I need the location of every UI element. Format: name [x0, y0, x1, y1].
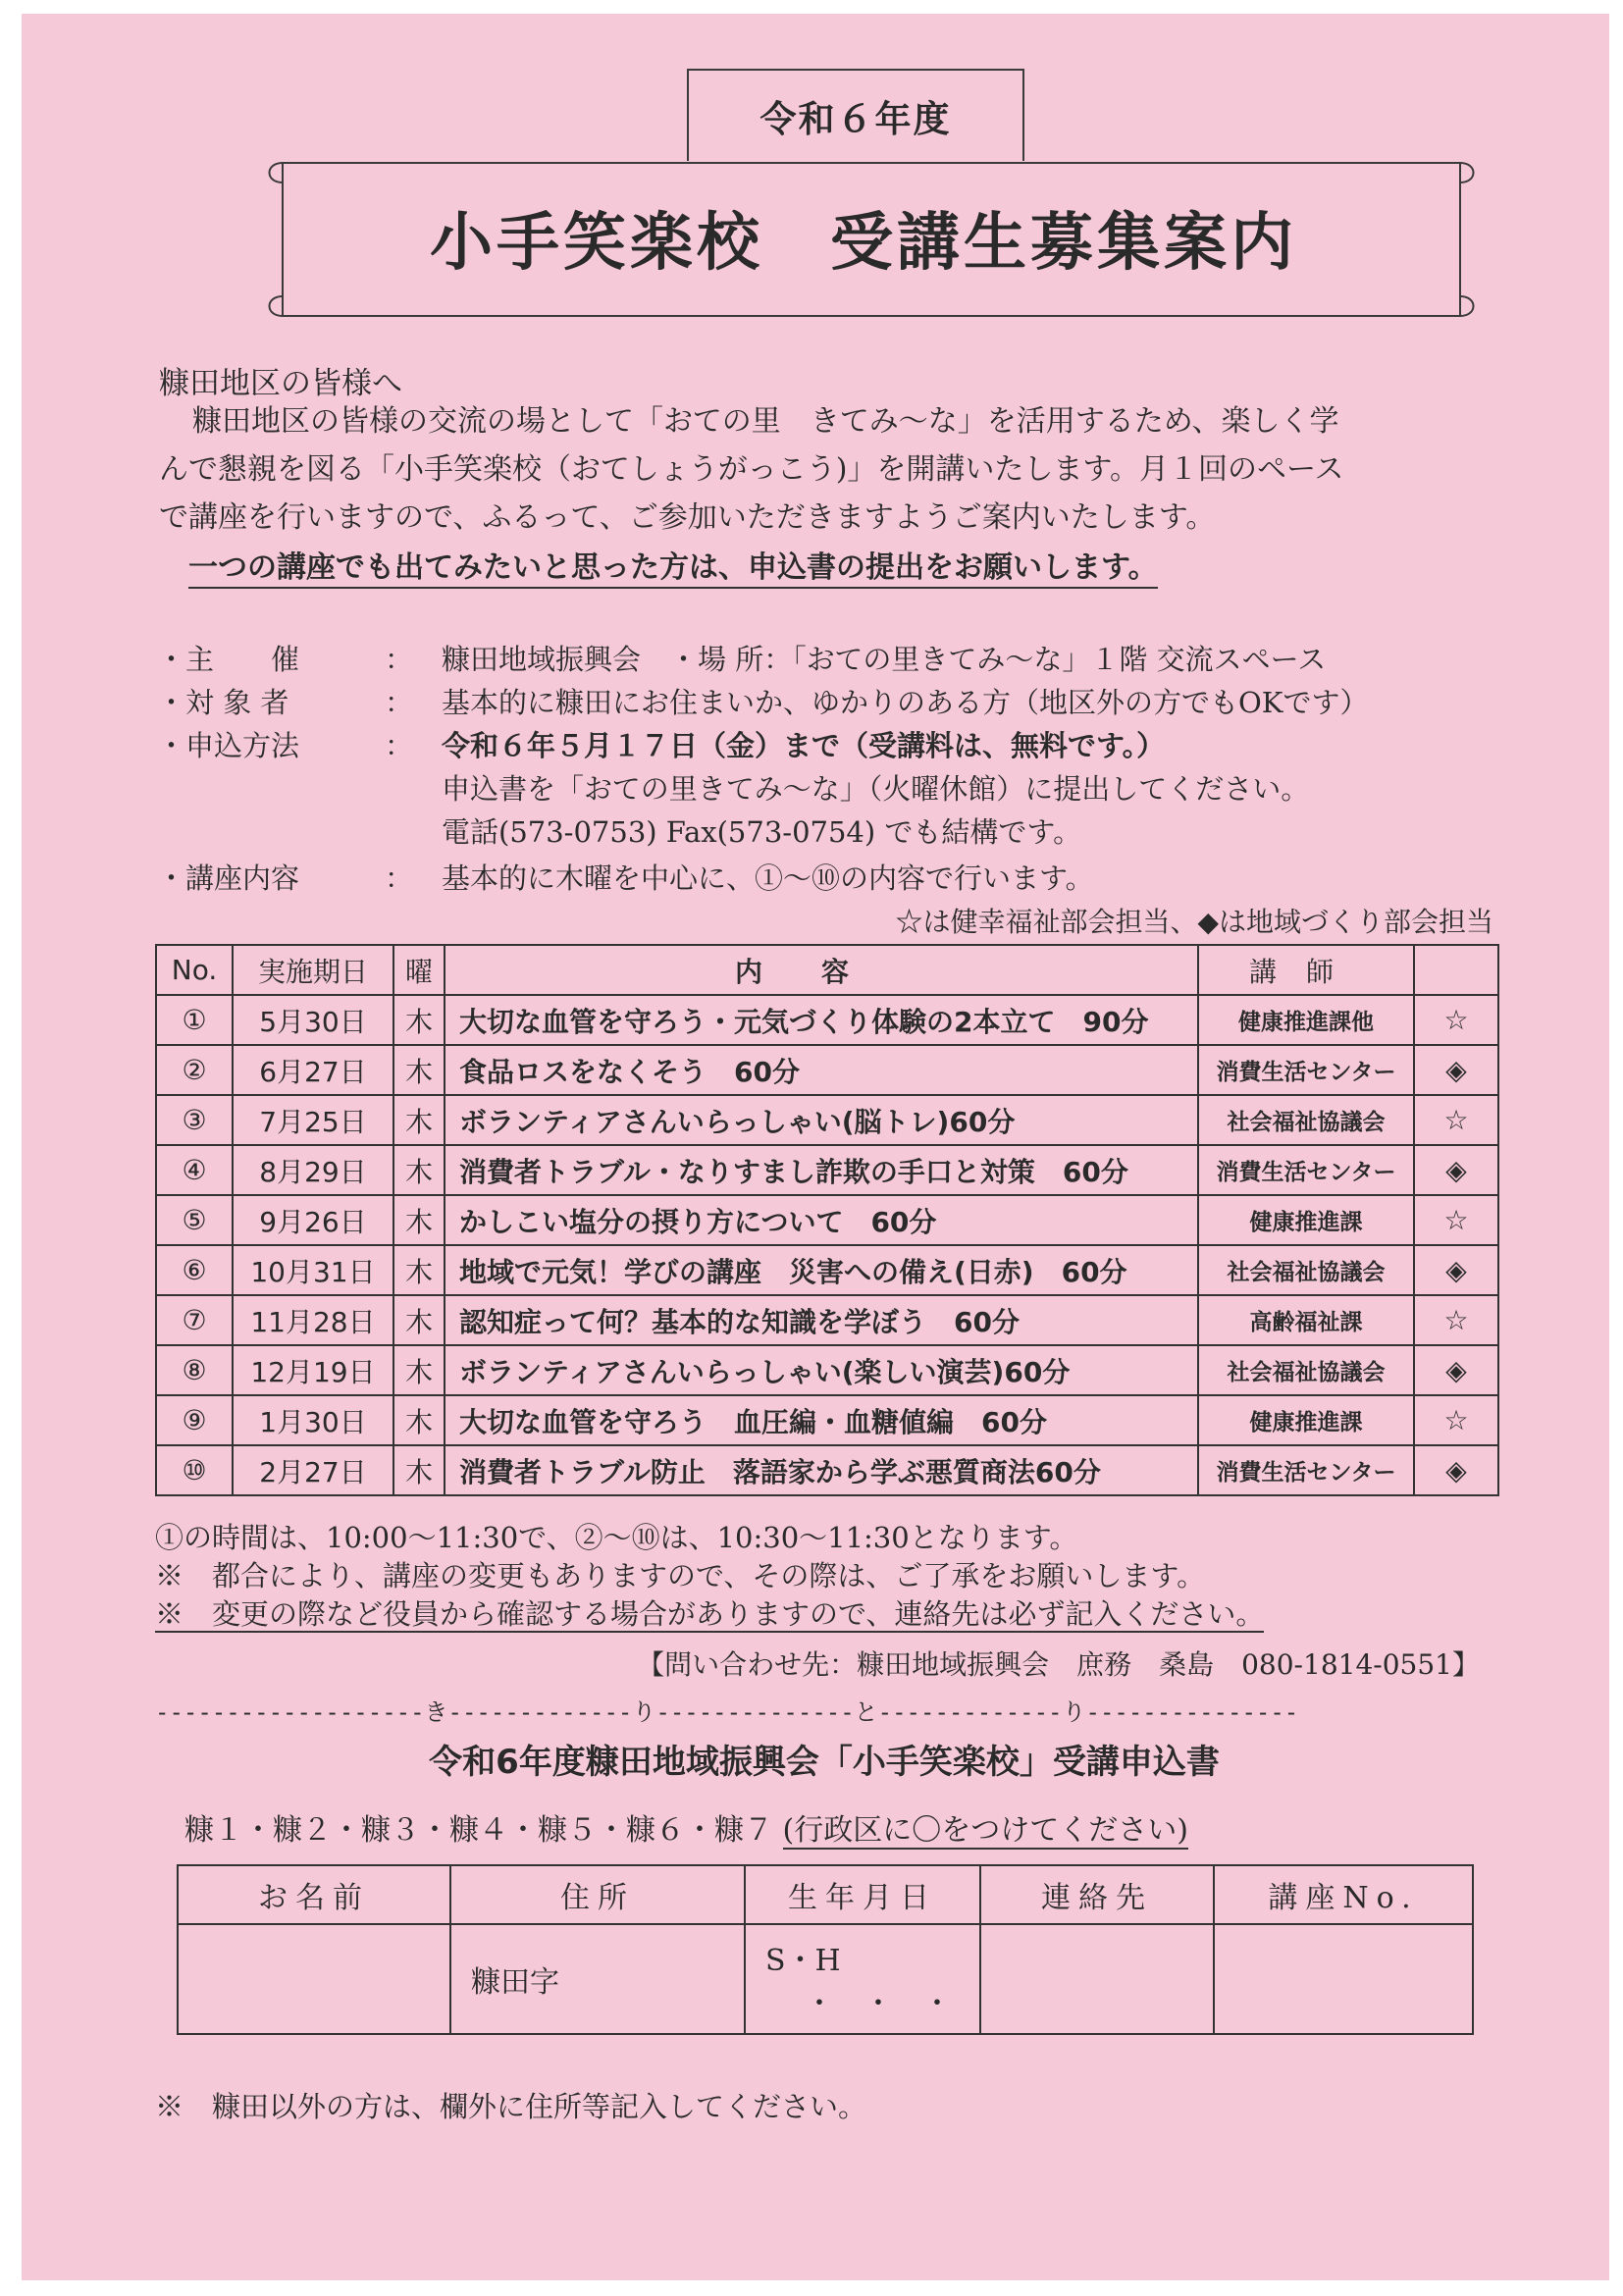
row-content: かしこい塩分の摂り方について 60分: [445, 1195, 1198, 1245]
confirm-note: ※ 変更の際など役員から確認する場合がありますので、連絡先は必ず記入ください。: [155, 1597, 1265, 1631]
row-date: 11月28日: [233, 1295, 393, 1345]
phone-header: 連絡先: [980, 1865, 1214, 1924]
table-row: [156, 1195, 1498, 1245]
table-row: [156, 1395, 1498, 1445]
row-no: ⑥: [156, 1245, 233, 1295]
info-label: ・対 象 者: [157, 686, 289, 719]
row-mark: ☆: [1414, 1095, 1498, 1145]
info-value: 基本的に木曜を中心に、①～⑩の内容で行います。: [442, 861, 1094, 895]
row-mark: ◈: [1414, 1345, 1498, 1395]
row-content: 消費者トラブル・なりすまし詐欺の手口と対策 60分: [445, 1145, 1198, 1195]
row-date: 1月30日: [233, 1395, 393, 1445]
row-day: 木: [393, 1395, 445, 1445]
row-lecturer: 健康推進課他: [1198, 995, 1414, 1045]
row-content: 食品ロスをなくそう 60分: [445, 1045, 1198, 1095]
info-label: ・講座内容: [157, 861, 300, 895]
col-header-date: 実施期日: [233, 945, 393, 995]
row-no: ④: [156, 1145, 233, 1195]
row-date: 12月19日: [233, 1345, 393, 1395]
table-header-row: [156, 945, 1498, 995]
course-no-header: 講座No.: [1214, 1865, 1473, 1924]
fiscal-year-label: 令和６年度: [687, 69, 1024, 161]
page-title: 小手笑楽校 受講生募集案内: [430, 207, 1297, 280]
table-row: [156, 1095, 1498, 1145]
row-day: 木: [393, 1245, 445, 1295]
table-row: [156, 1295, 1498, 1345]
row-day: 木: [393, 1095, 445, 1145]
col-header-no: No.: [156, 945, 233, 995]
row-mark: ◈: [1414, 1445, 1498, 1495]
intro-paragraph: [159, 397, 1493, 542]
row-day: 木: [393, 1195, 445, 1245]
name-field[interactable]: [178, 1924, 450, 2034]
info-method: [157, 724, 1165, 764]
row-no: ⑩: [156, 1445, 233, 1495]
notes: [155, 1519, 1264, 1634]
info-colon: ：: [385, 686, 414, 719]
row-lecturer: 健康推進課: [1198, 1195, 1414, 1245]
row-no: ⑧: [156, 1345, 233, 1395]
district-list[interactable]: 糠１・糠２・糠３・糠４・糠５・糠６・糠７: [184, 1813, 773, 1848]
row-date: 10月31日: [233, 1245, 393, 1295]
table-row: [156, 1245, 1498, 1295]
course-table: [155, 944, 1499, 1496]
row-lecturer: 健康推進課: [1198, 1395, 1414, 1445]
row-content: ボランティアさんいらっしゃい(脳トレ)60分: [445, 1095, 1198, 1145]
time-note: ①の時間は、10:00～11:30で、②～⑩は、10:30～11:30となります。: [155, 1521, 1078, 1554]
row-no: ②: [156, 1045, 233, 1095]
form-input-row: [178, 1924, 1473, 2034]
row-day: 木: [393, 1145, 445, 1195]
col-header-lecturer: 講師: [1198, 945, 1414, 995]
intro-line: んで懇親を図る「小手笑楽校（おてしょうがっこう)」を開講いたします。月１回のペース: [159, 452, 1344, 487]
row-content: 大切な血管を守ろう 血圧編・血糖値編 60分: [445, 1395, 1198, 1445]
row-no: ⑤: [156, 1195, 233, 1245]
row-no: ③: [156, 1095, 233, 1145]
address-field[interactable]: [450, 1924, 745, 2034]
info-value: 基本的に糠田にお住まいか、ゆかりのある方（地区外の方でもOKです）: [442, 686, 1369, 719]
birth-era: S・H: [765, 1944, 841, 1978]
emphasis-note: 一つの講座でも出てみたいと思った方は、申込書の提出をお願いします。: [188, 543, 1158, 589]
row-content: ボランティアさんいらっしゃい(楽しい演芸)60分: [445, 1345, 1198, 1395]
info-label: ・主 催: [157, 643, 300, 676]
row-day: 木: [393, 1345, 445, 1395]
row-mark: ☆: [1414, 1295, 1498, 1345]
row-lecturer: 消費生活センター: [1198, 1045, 1414, 1095]
address-prefix: 糠田字: [471, 1965, 559, 2000]
birth-field[interactable]: [745, 1924, 980, 2034]
table-row: [156, 1345, 1498, 1395]
row-mark: ☆: [1414, 1395, 1498, 1445]
address-header: 住所: [450, 1865, 745, 1924]
row-day: 木: [393, 1445, 445, 1495]
row-day: 木: [393, 995, 445, 1045]
birth-dots: ・ ・ ・: [805, 1987, 952, 2021]
phone-field[interactable]: [980, 1924, 1214, 2034]
info-method-line: 申込書を「おての里きてみ～な」（火曜休館）に提出してください。: [442, 772, 1310, 806]
contact-info: 【問い合わせ先：糠田地域振興会 庶務 桑島 080-1814-0551】: [637, 1648, 1480, 1681]
row-lecturer: 高齢福祉課: [1198, 1295, 1414, 1345]
row-date: 9月26日: [233, 1195, 393, 1245]
info-colon: ：: [385, 861, 414, 895]
row-date: 2月27日: [233, 1445, 393, 1495]
row-date: 6月27日: [233, 1045, 393, 1095]
info-organizer: [157, 638, 1326, 678]
row-no: ①: [156, 995, 233, 1045]
row-no: ⑨: [156, 1395, 233, 1445]
row-content: 認知症って何？基本的な知識を学ぼう 60分: [445, 1295, 1198, 1345]
row-content: 地域で元気！学びの講座 災害への備え(日赤) 60分: [445, 1245, 1198, 1295]
name-header: お名前: [178, 1865, 450, 1924]
district-options: [184, 1805, 1188, 1849]
mark-legend: ☆は健幸福祉部会担当、◆は地域づくり部会担当: [895, 906, 1493, 938]
form-footnote: ※ 糠田以外の方は、欄外に住所等記入してください。: [155, 2090, 867, 2123]
cut-line: -------------------き-------------り--------------と-------------り---------------: [155, 1698, 1299, 1726]
table-row: [156, 1145, 1498, 1195]
row-mark: ◈: [1414, 1045, 1498, 1095]
col-header-day: 曜: [393, 945, 445, 995]
row-mark: ◈: [1414, 1145, 1498, 1195]
row-mark: ☆: [1414, 995, 1498, 1045]
row-content: 大切な血管を守ろう・元気づくり体験の2本立て 90分: [445, 995, 1198, 1045]
row-lecturer: 社会福祉協議会: [1198, 1345, 1414, 1395]
form-title: 令和6年度糠田地域振興会「小手笑楽校」受講申込書: [429, 1743, 1220, 1782]
table-row: [156, 1445, 1498, 1495]
row-day: 木: [393, 1045, 445, 1095]
change-note: ※ 都合により、講座の変更もありますので、その際は、ご了承をお願いします。: [155, 1559, 1206, 1592]
course-no-field[interactable]: [1214, 1924, 1473, 2034]
row-lecturer: 消費生活センター: [1198, 1145, 1414, 1195]
info-target: [157, 681, 1368, 721]
info-label: ・申込方法: [157, 729, 300, 762]
row-date: 7月25日: [233, 1095, 393, 1145]
table-row: [156, 1045, 1498, 1095]
greeting: 糠田地区の皆様へ: [159, 366, 402, 401]
intro-line: 糠田地区の皆様の交流の場として「おての里 きてみ～な」を活用するため、楽しく学: [192, 404, 1339, 439]
row-date: 5月30日: [233, 995, 393, 1045]
birth-header: 生年月日: [745, 1865, 980, 1924]
intro-line: で講座を行いますので、ふるって、ご参加いただきますようご案内いたします。: [159, 500, 1216, 535]
district-note: (行政区に〇をつけてください): [782, 1813, 1188, 1848]
col-header-content: 内容: [445, 945, 1198, 995]
form-header-row: [178, 1865, 1473, 1924]
row-no: ⑦: [156, 1295, 233, 1345]
row-lecturer: 消費生活センター: [1198, 1445, 1414, 1495]
info-value: 令和６年５月１７日（金）まで（受講料は、無料です。）: [442, 729, 1166, 762]
info-value: 糠田地域振興会 ・場 所：「おての里きてみ～な」１階 交流スペース: [442, 643, 1327, 676]
application-form: [177, 1864, 1474, 2035]
row-mark: ◈: [1414, 1245, 1498, 1295]
table-row: [156, 995, 1498, 1045]
col-header-mark: [1414, 945, 1498, 995]
row-content: 消費者トラブル防止 落語家から学ぶ悪質商法60分: [445, 1445, 1198, 1495]
row-lecturer: 社会福祉協議会: [1198, 1245, 1414, 1295]
row-day: 木: [393, 1295, 445, 1345]
info-method-line: 電話(573-0753) Fax(573-0754) でも結構です。: [442, 815, 1082, 849]
info-content: [157, 857, 1094, 897]
row-date: 8月29日: [233, 1145, 393, 1195]
row-lecturer: 社会福祉協議会: [1198, 1095, 1414, 1145]
row-mark: ☆: [1414, 1195, 1498, 1245]
info-colon: ：: [385, 643, 414, 676]
info-colon: ：: [385, 729, 414, 762]
